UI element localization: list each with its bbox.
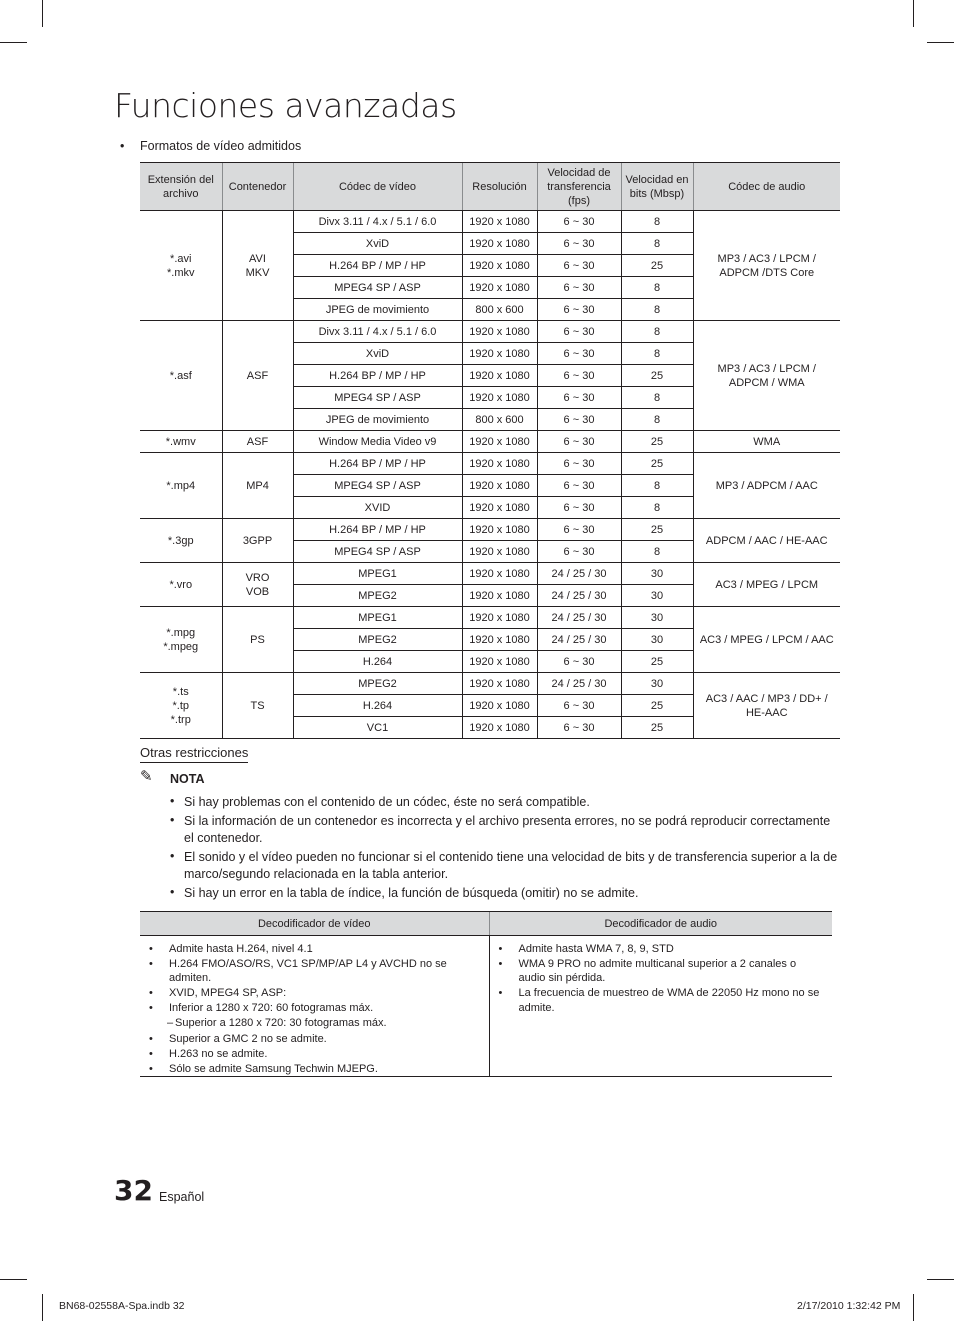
extension-text: *.asf: [169, 369, 192, 382]
resolution-cell: 1920 x 1080: [462, 321, 537, 343]
container-cell: [222, 673, 293, 739]
list-item: [170, 885, 842, 903]
audio-codec-text: AC3 / MPEG / LPCM / AAC: [699, 633, 834, 646]
bit-rate-cell: 8: [621, 475, 693, 497]
video-codec-cell: Window Media Video v9: [293, 431, 462, 453]
page-number: 32: [114, 1174, 153, 1207]
crop-mark: [927, 1279, 954, 1280]
list-item: [148, 1001, 481, 1016]
video-codec-cell: MPEG1: [293, 607, 462, 629]
resolution-cell: 1920 x 1080: [462, 563, 537, 585]
note-pencil-icon: ✎: [140, 768, 153, 785]
decoder-text: Inferior a 1280 x 720: 60 fotogramas máx.: [169, 1001, 374, 1014]
video-codec-cell: MPEG2: [293, 585, 462, 607]
list-item: [498, 957, 825, 986]
extension-cell: [140, 453, 222, 519]
video-codec-cell: JPEG de movimiento: [293, 409, 462, 431]
bit-rate-cell: 30: [621, 585, 693, 607]
frame-rate-cell: 6 ~ 30: [537, 277, 621, 299]
container-text: ASF: [246, 435, 269, 448]
bit-rate-cell: 8: [621, 277, 693, 299]
frame-rate-cell: 24 / 25 / 30: [537, 563, 621, 585]
crop-mark: [0, 1279, 27, 1280]
bit-rate-cell: 25: [621, 519, 693, 541]
video-codec-cell: XVID: [293, 497, 462, 519]
bullet: •: [170, 794, 175, 808]
bit-rate-cell: 8: [621, 211, 693, 233]
audio-codec-text: WMA: [753, 435, 781, 448]
resolution-cell: 1920 x 1080: [462, 673, 537, 695]
audio-decoder-cell: [489, 936, 832, 1077]
extension-cell: [140, 431, 222, 453]
crop-mark: [0, 42, 27, 43]
bit-rate-cell: 30: [621, 629, 693, 651]
resolution-cell: 1920 x 1080: [462, 497, 537, 519]
header-bit-rate: Velocidad en bits (Mbsp): [621, 163, 693, 211]
crop-mark: [42, 0, 43, 27]
decoder-text: Superior a GMC 2 no se admite.: [169, 1033, 327, 1046]
resolution-cell: 1920 x 1080: [462, 387, 537, 409]
table-row: [140, 321, 840, 343]
header-extension: Extensión del archivo: [140, 163, 222, 211]
audio-codec-text: ADPCM / WMA: [728, 376, 805, 389]
frame-rate-cell: 24 / 25 / 30: [537, 673, 621, 695]
container-text: MP4: [246, 479, 269, 492]
resolution-cell: 1920 x 1080: [462, 629, 537, 651]
audio-codec-cell: [693, 673, 840, 739]
audio-codec-cell: [693, 321, 840, 431]
bit-rate-cell: 30: [621, 607, 693, 629]
resolution-cell: 1920 x 1080: [462, 277, 537, 299]
video-codec-cell: H.264: [293, 695, 462, 717]
header-container: Contenedor: [222, 163, 293, 211]
table-row: [140, 453, 840, 475]
bullet: •: [149, 957, 153, 970]
extension-text: *.avi: [170, 252, 192, 265]
bit-rate-cell: 25: [621, 365, 693, 387]
frame-rate-cell: 6 ~ 30: [537, 541, 621, 563]
note-text: Si hay problemas con el contenido de un códec, éste no será compatible.: [184, 795, 590, 809]
bit-rate-cell: 8: [621, 409, 693, 431]
video-codec-cell: H.264 BP / MP / HP: [293, 365, 462, 387]
video-codec-cell: MPEG4 SP / ASP: [293, 475, 462, 497]
container-text: 3GPP: [242, 534, 273, 547]
extension-text: *.ts: [172, 685, 189, 698]
video-codec-cell: H.264 BP / MP / HP: [293, 519, 462, 541]
frame-rate-cell: 6 ~ 30: [537, 695, 621, 717]
bullet: •: [498, 987, 503, 1000]
video-codec-cell: JPEG de movimiento: [293, 299, 462, 321]
frame-rate-cell: 6 ~ 30: [537, 717, 621, 739]
video-codec-cell: MPEG4 SP / ASP: [293, 387, 462, 409]
list-item: [170, 813, 842, 848]
footer-file-info: BN68-02558A-Spa.indb 32: [59, 1300, 185, 1312]
bit-rate-cell: 8: [621, 387, 693, 409]
frame-rate-cell: 6 ~ 30: [537, 255, 621, 277]
bit-rate-cell: 25: [621, 651, 693, 673]
container-text: VRO: [245, 571, 270, 584]
resolution-cell: 1920 x 1080: [462, 585, 537, 607]
video-codec-cell: VC1: [293, 717, 462, 739]
bullet: •: [170, 848, 175, 863]
header-video-decoder: Decodificador de vídeo: [140, 912, 489, 936]
frame-rate-cell: 6 ~ 30: [537, 365, 621, 387]
resolution-cell: 1920 x 1080: [462, 541, 537, 563]
decoder-text: Superior a 1280 x 720: 30 fotogramas máx.: [175, 1016, 387, 1029]
video-formats-body: [140, 211, 840, 739]
table-row: [140, 211, 840, 233]
container-text: AVI: [249, 252, 266, 265]
bullet: •: [120, 139, 125, 153]
bit-rate-cell: 8: [621, 497, 693, 519]
page-language: Español: [159, 1190, 205, 1204]
audio-codec-cell: [693, 563, 840, 607]
frame-rate-cell: 6 ~ 30: [537, 475, 621, 497]
page-title: Funciones avanzadas: [114, 86, 457, 125]
container-cell: [222, 321, 293, 431]
frame-rate-cell: 6 ~ 30: [537, 497, 621, 519]
table-row: [140, 673, 840, 695]
formats-label: Formatos de vídeo admitidos: [140, 139, 302, 153]
decoder-text: WMA 9 PRO no admite multicanal superior a 2 canales o audio sin pérdida.: [518, 957, 797, 985]
resolution-cell: 1920 x 1080: [462, 233, 537, 255]
bullet: •: [149, 943, 153, 955]
resolution-cell: 1920 x 1080: [462, 717, 537, 739]
list-item: [148, 1047, 481, 1062]
crop-mark: [42, 1294, 43, 1321]
frame-rate-cell: 6 ~ 30: [537, 211, 621, 233]
crop-mark: [913, 0, 914, 27]
decoder-text: Admite hasta WMA 7, 8, 9, STD: [518, 943, 674, 955]
frame-rate-cell: 6 ~ 30: [537, 299, 621, 321]
extension-cell: [140, 563, 222, 607]
extension-text: *.trp: [170, 713, 191, 726]
table-row: [140, 519, 840, 541]
frame-rate-cell: 24 / 25 / 30: [537, 607, 621, 629]
resolution-cell: 1920 x 1080: [462, 695, 537, 717]
list-item: [498, 942, 825, 957]
restrictions-list: [170, 794, 842, 903]
extension-cell: [140, 673, 222, 739]
header-frame-rate: Velocidad de transferencia (fps): [537, 163, 621, 211]
audio-codec-cell: [693, 431, 840, 453]
video-formats-table: [140, 162, 840, 739]
decoder-text: H.264 FMO/ASO/RS, VC1 SP/MP/AP L4 y AVCHD no se admiten.: [169, 957, 447, 985]
video-codec-cell: XviD: [293, 233, 462, 255]
header-audio-decoder: Decodificador de audio: [489, 912, 832, 936]
bit-rate-cell: 25: [621, 453, 693, 475]
audio-codec-cell: [693, 607, 840, 673]
container-text: PS: [250, 633, 265, 646]
audio-codec-text: MP3 / AC3 / LPCM /: [717, 362, 816, 375]
extension-text: *.mkv: [167, 266, 195, 279]
frame-rate-cell: 6 ~ 30: [537, 431, 621, 453]
footer-timestamp: 2/17/2010 1:32:42 PM: [797, 1300, 901, 1312]
resolution-cell: 1920 x 1080: [462, 519, 537, 541]
decoder-text: H.263 no se admite.: [169, 1047, 268, 1060]
resolution-cell: 1920 x 1080: [462, 365, 537, 387]
list-item: [148, 942, 481, 957]
table-header-row: [140, 912, 832, 936]
audio-codec-cell: [693, 519, 840, 563]
bullet: •: [149, 1062, 153, 1075]
frame-rate-cell: 6 ~ 30: [537, 343, 621, 365]
audio-codec-text: AC3 / AAC / MP3 / DD+ /: [705, 692, 828, 705]
list-item: [148, 957, 481, 986]
bit-rate-cell: 30: [621, 563, 693, 585]
extension-text: *.tp: [172, 699, 189, 712]
decoder-text: Sólo se admite Samsung Techwin MJEPG.: [169, 1062, 378, 1075]
decoder-text: La frecuencia de muestreo de WMA de 22050 Hz mono no se admite.: [518, 987, 820, 1014]
container-cell: [222, 211, 293, 321]
audio-codec-text: HE-AAC: [745, 706, 788, 719]
extension-text: *.mpg: [166, 626, 196, 639]
video-decoder-cell: [140, 936, 489, 1077]
table-header-row: [140, 163, 840, 211]
video-codec-cell: MPEG4 SP / ASP: [293, 277, 462, 299]
audio-codec-cell: [693, 453, 840, 519]
bullet: •: [149, 987, 153, 1000]
resolution-cell: 1920 x 1080: [462, 453, 537, 475]
video-codec-cell: MPEG2: [293, 673, 462, 695]
frame-rate-cell: 6 ~ 30: [537, 233, 621, 255]
bullet: •: [498, 943, 503, 955]
video-codec-cell: MPEG4 SP / ASP: [293, 541, 462, 563]
video-codec-cell: MPEG2: [293, 629, 462, 651]
extension-text: *.mp4: [166, 479, 196, 492]
list-item: [148, 1032, 481, 1047]
bullet: •: [149, 1047, 153, 1060]
container-cell: [222, 607, 293, 673]
bit-rate-cell: 8: [621, 233, 693, 255]
extension-text: *.wmv: [165, 435, 196, 448]
resolution-cell: 1920 x 1080: [462, 211, 537, 233]
note-text: Si la información de un contenedor es incorrecta y el archivo presenta errores, no se podrá reproducir correctamente el contenedor.: [184, 813, 831, 845]
header-resolution: Resolución: [462, 163, 537, 211]
audio-codec-text: AC3 / MPEG / LPCM: [715, 578, 819, 591]
frame-rate-cell: 6 ~ 30: [537, 651, 621, 673]
table-row: [140, 936, 832, 1077]
video-codec-cell: H.264: [293, 651, 462, 673]
frame-rate-cell: 6 ~ 30: [537, 453, 621, 475]
frame-rate-cell: 6 ~ 30: [537, 409, 621, 431]
container-text: TS: [250, 699, 265, 712]
audio-codec-text: ADPCM / AAC / HE-AAC: [705, 534, 828, 547]
frame-rate-cell: 24 / 25 / 30: [537, 585, 621, 607]
table-row: [140, 431, 840, 453]
bit-rate-cell: 8: [621, 541, 693, 563]
extension-cell: [140, 519, 222, 563]
audio-codec-text: MP3 / AC3 / LPCM /: [717, 252, 816, 265]
header-video-codec: Códec de vídeo: [293, 163, 462, 211]
container-cell: [222, 453, 293, 519]
bit-rate-cell: 25: [621, 717, 693, 739]
bit-rate-cell: 8: [621, 321, 693, 343]
bullet: •: [498, 957, 503, 970]
frame-rate-cell: 6 ~ 30: [537, 519, 621, 541]
crop-mark: [913, 1294, 914, 1321]
container-text: ASF: [246, 369, 269, 382]
resolution-cell: 800 x 600: [462, 299, 537, 321]
dash: –: [167, 1016, 174, 1029]
note-label: NOTA: [170, 772, 205, 786]
table-row: [140, 563, 840, 585]
bit-rate-cell: 30: [621, 673, 693, 695]
resolution-cell: 1920 x 1080: [462, 255, 537, 277]
list-item: [148, 1062, 481, 1077]
list-item: [170, 849, 842, 884]
video-codec-cell: XviD: [293, 343, 462, 365]
other-restrictions-title: Otras restricciones: [140, 745, 248, 763]
bit-rate-cell: 25: [621, 255, 693, 277]
resolution-cell: 1920 x 1080: [462, 475, 537, 497]
audio-codec-text: ADPCM /DTS Core: [719, 266, 815, 279]
decoder-table: [140, 911, 832, 1077]
container-cell: [222, 563, 293, 607]
resolution-cell: 800 x 600: [462, 409, 537, 431]
audio-codec-text: MP3 / ADPCM / AAC: [715, 479, 818, 492]
resolution-cell: 1920 x 1080: [462, 651, 537, 673]
crop-mark: [927, 42, 954, 43]
video-codec-cell: H.264 BP / MP / HP: [293, 453, 462, 475]
header-audio-codec: Códec de audio: [693, 163, 840, 211]
resolution-cell: 1920 x 1080: [462, 607, 537, 629]
extension-cell: [140, 321, 222, 431]
extension-text: *.3gp: [167, 534, 194, 547]
frame-rate-cell: 24 / 25 / 30: [537, 629, 621, 651]
decoder-text: XVID, MPEG4 SP, ASP:: [169, 987, 287, 1000]
video-decoder-list: [148, 942, 481, 1076]
container-text: VOB: [245, 585, 270, 598]
extension-text: *.mpeg: [163, 640, 199, 653]
video-codec-cell: Divx 3.11 / 4.x / 5.1 / 6.0: [293, 211, 462, 233]
bit-rate-cell: 25: [621, 431, 693, 453]
audio-codec-cell: [693, 211, 840, 321]
video-codec-cell: MPEG1: [293, 563, 462, 585]
bullet: •: [149, 1033, 153, 1046]
list-item: [170, 794, 842, 812]
extension-text: *.vro: [169, 578, 193, 591]
extension-cell: [140, 607, 222, 673]
list-item: [148, 1016, 481, 1031]
video-codec-cell: H.264 BP / MP / HP: [293, 255, 462, 277]
bit-rate-cell: 8: [621, 299, 693, 321]
list-item: [148, 986, 481, 1001]
resolution-cell: 1920 x 1080: [462, 343, 537, 365]
bullet: •: [170, 812, 175, 827]
bullet: •: [149, 1001, 153, 1014]
frame-rate-cell: 6 ~ 30: [537, 321, 621, 343]
table-row: [140, 607, 840, 629]
resolution-cell: 1920 x 1080: [462, 431, 537, 453]
container-cell: [222, 431, 293, 453]
container-text: MKV: [245, 266, 270, 279]
extension-cell: [140, 211, 222, 321]
audio-decoder-list: [498, 942, 825, 1016]
note-text: Si hay un error en la tabla de índice, la función de búsqueda (omitir) no se admite.: [184, 885, 639, 900]
note-text: El sonido y el vídeo pueden no funcionar si el contenido tiene una velocidad de bits y de transferencia superior a la de marco/segundo relacionada en la tabla anterior.: [184, 849, 838, 881]
decoder-text: Admite hasta H.264, nivel 4.1: [169, 943, 313, 955]
bullet: •: [170, 884, 175, 899]
frame-rate-cell: 6 ~ 30: [537, 387, 621, 409]
bit-rate-cell: 8: [621, 343, 693, 365]
bit-rate-cell: 25: [621, 695, 693, 717]
list-item: [498, 986, 825, 1015]
container-cell: [222, 519, 293, 563]
video-codec-cell: Divx 3.11 / 4.x / 5.1 / 6.0: [293, 321, 462, 343]
